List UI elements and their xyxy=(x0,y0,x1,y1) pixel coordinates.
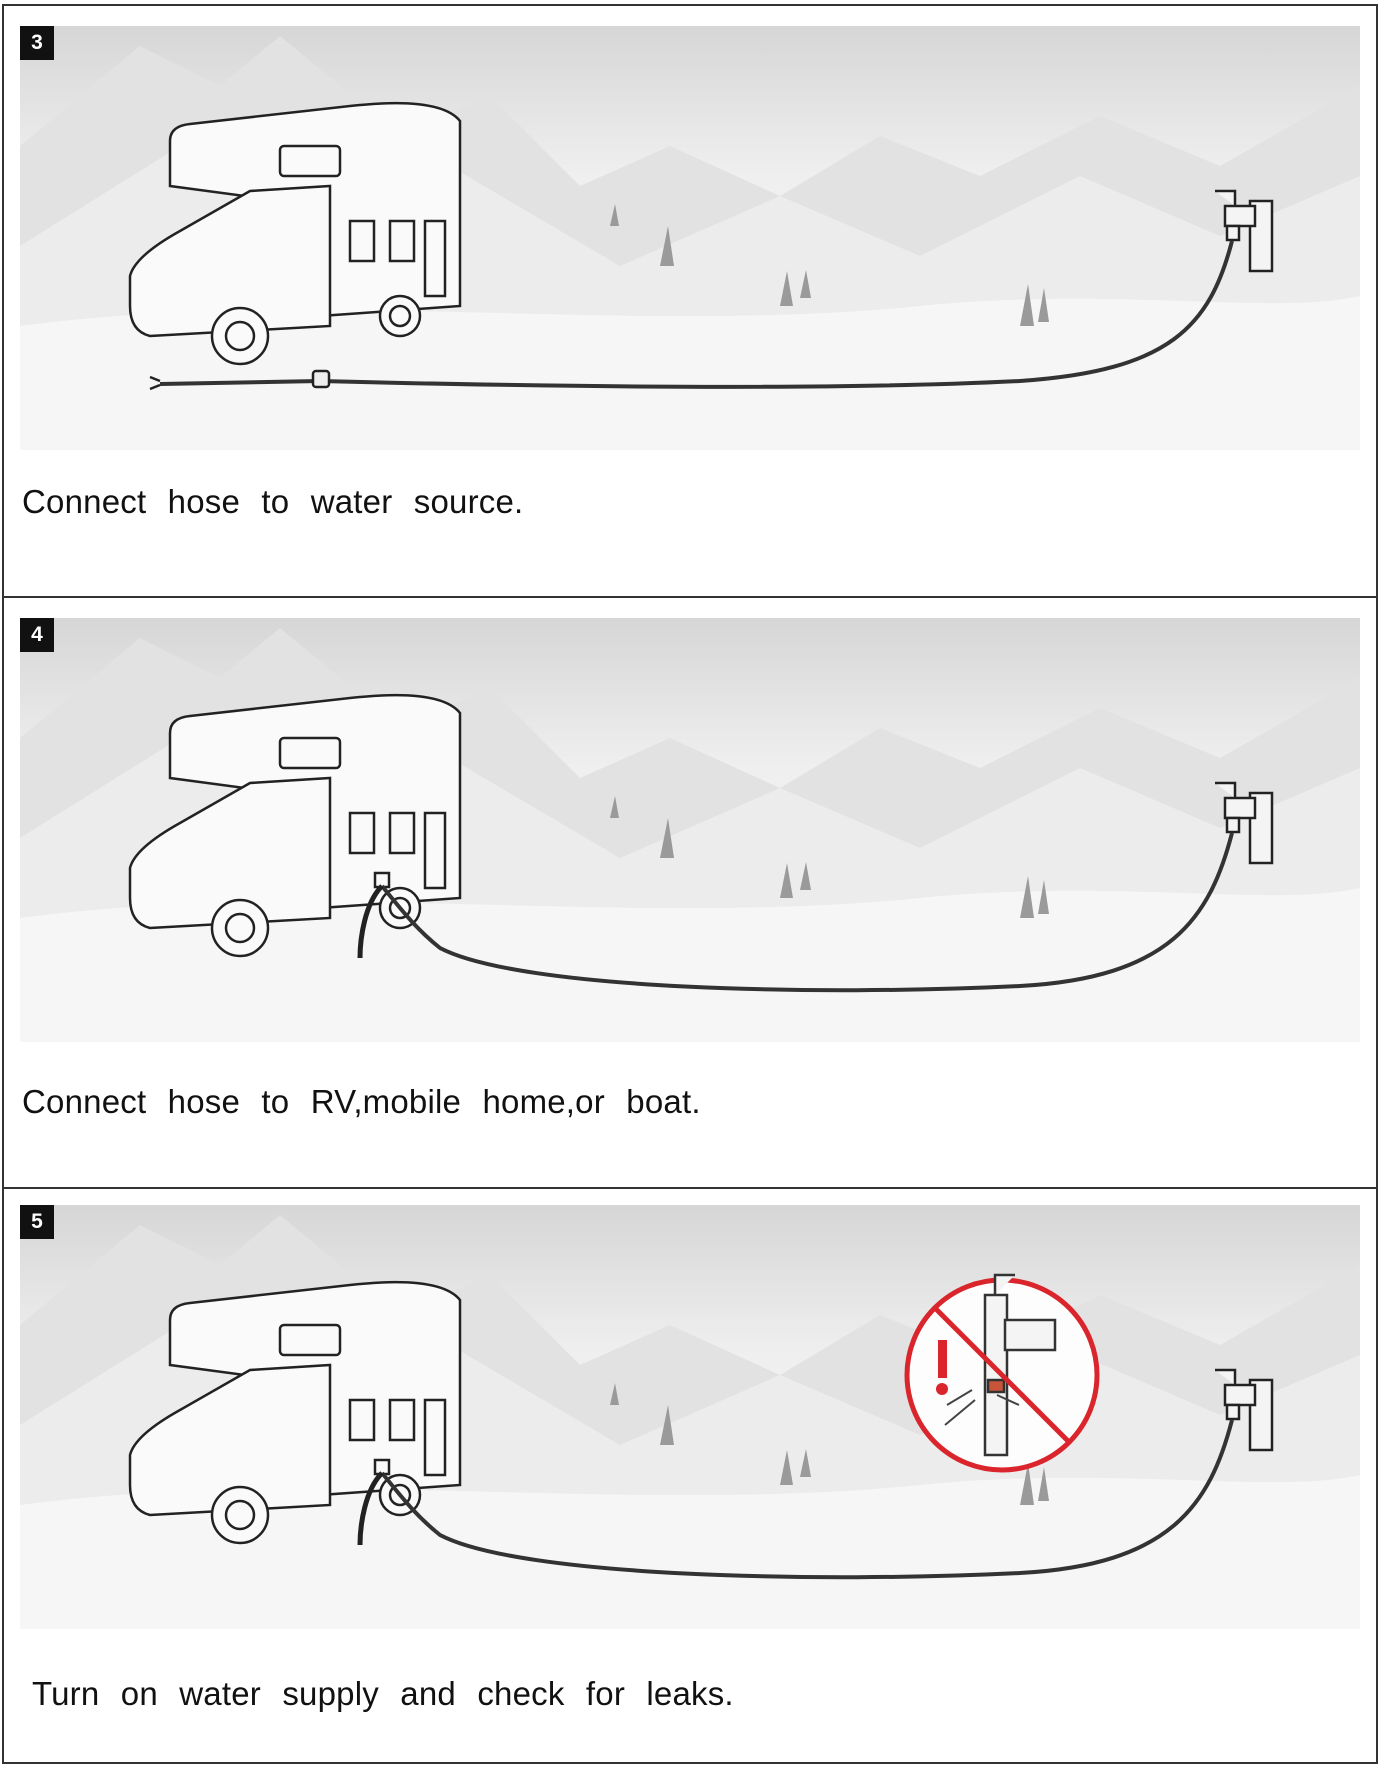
step-5-panel xyxy=(4,1187,1376,1762)
rv-drawing xyxy=(130,695,460,956)
rv-drawing xyxy=(130,1282,460,1543)
step-caption: Connect hose to water source. xyxy=(22,483,524,520)
step-5-illustration xyxy=(20,1205,1360,1629)
step-3-illustration xyxy=(20,26,1360,450)
prohibited-leak-icon xyxy=(907,1275,1097,1470)
instruction-sheet xyxy=(2,4,1378,1764)
rv-drawing xyxy=(130,103,460,364)
step-number-badge: 4 xyxy=(20,618,54,652)
step-caption: Turn on water supply and check for leaks. xyxy=(32,1675,734,1712)
step-3-panel xyxy=(4,6,1376,596)
step-number-badge: 3 xyxy=(20,26,54,60)
step-4-panel xyxy=(4,596,1376,1187)
step-caption: Connect hose to RV,mobile home,or boat. xyxy=(22,1083,701,1120)
step-4-illustration xyxy=(20,618,1360,1042)
step-number-badge: 5 xyxy=(20,1205,54,1239)
